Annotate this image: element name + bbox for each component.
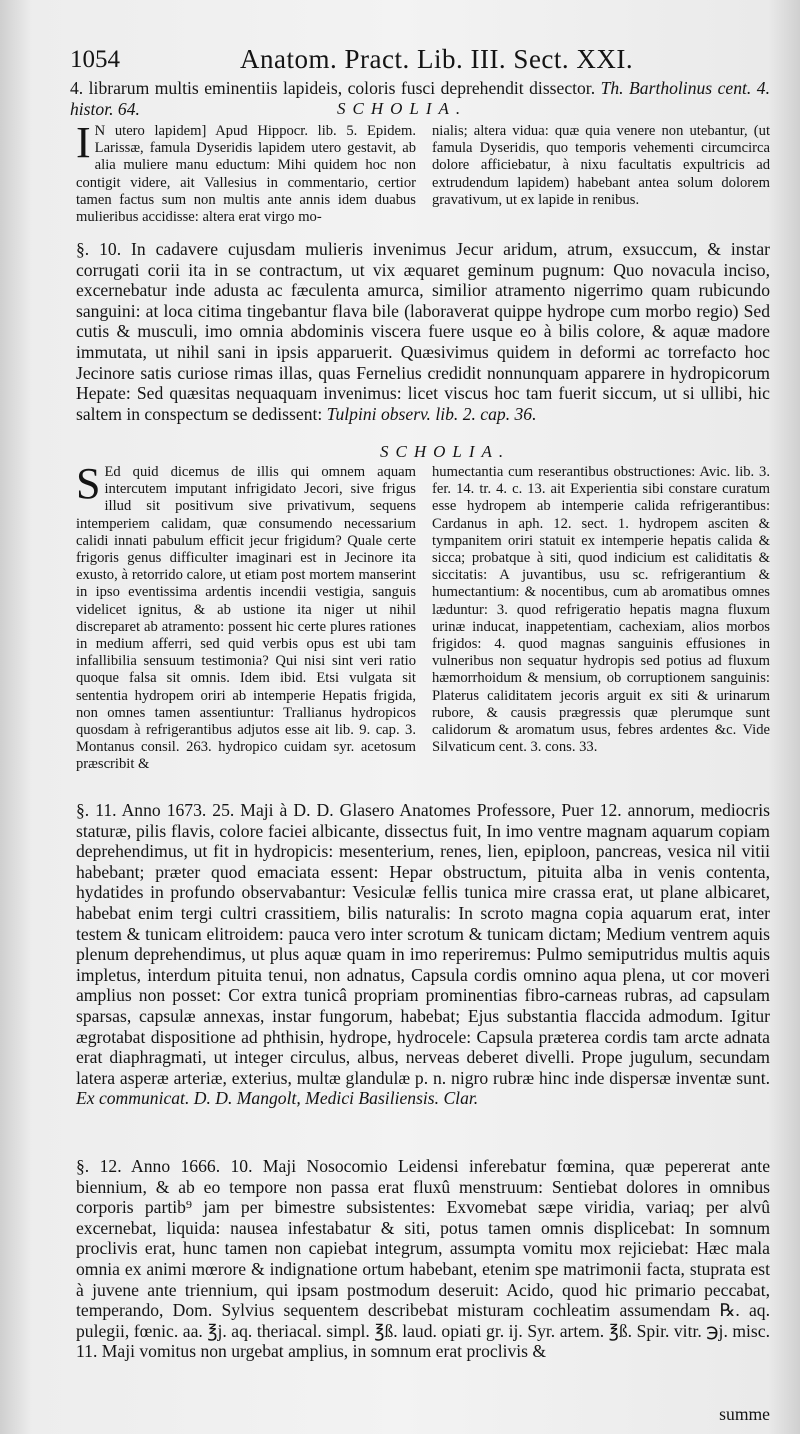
section-12-text: §. 12. Anno 1666. 10. Maji Nosocomio Leidensi inferebatur fœmina, quæ pepererat ante biennium, & ab eo tempore non passa erat fluxû menstruum: Sentiebat dolores in omnibus corporis partib⁹ jam per bimestre subsistentes: Exvomebat sæpe viridia, variaq; per alvû excernebat, liquida: nausea infestabatur & siti, potus tamen omnis displicebat: In somnum proclivis erat, hunc tamen non capiebat integrum, assumpta vomitu mox rejiciebat: Hæc mala omnia ex animi mœrore & indignatione ortum habebant, etenim spe matrimonii facta, stuprata est à juvene ante triennium, qui ipsam postmodum deseruit: Acido, quod hic primario peccabat, temperando, Dom. Sylvius sequentem describebat misturam cochleatim assumendam ℞. aq. pulegii, fœnic. aa. ℥j. aq. theriacal. simpl. ℥ß. laud. opiati gr. ij. Syr. artem. ℥ß. Spir. vitr. ℈j. misc. 11. Maji vomitus non urgebat amplius, in somnum erat proclivis & (76, 1156, 770, 1362)
scholia-1-right-text: nialis; altera vidua: quæ quia venere non utebantur, (ut famula Dyseridis, quo temporis vehementi circumcirca dolore afficiebatur, à nixu facultatis expultricis ad extrudendum lapidem) habebant antea solum dolorem gravativum, ut ex lapide in renibus. (432, 123, 770, 208)
drop-cap-initial: I (76, 118, 91, 167)
scholia-heading-1: SCHOLIA. (337, 99, 468, 118)
page-number: 1054 (70, 46, 120, 73)
intro-text: 4. librarum multis eminentiis lapideis, coloris fusci deprehendit dissector. (70, 78, 596, 98)
catchword: summe (719, 1404, 770, 1424)
intro-source: Th. Bartholinus cent. 4. histor. 64. (70, 78, 770, 119)
section-10-paragraph (76, 239, 770, 424)
scholia-2-right-column (432, 464, 770, 756)
section-12-paragraph (76, 1156, 770, 1362)
section-11-paragraph (76, 800, 770, 1109)
section-11-text: §. 11. Anno 1673. 25. Maji à D. D. Glasero Anatomes Professore, Puer 12. annorum, mediocris staturæ, pilis flavis, colore faciei albicante, dissectus fuit, In imo ventre magnam aquarum copiam deprehendimus, ut fit in hydropicis: mesenterium, renes, lien, epiploon, pancreas, vesica nil vitii habebant; præter quod emaciata essent: Hepar obstructum, pituita alba in venis contenta, hydatides in profundo observabantur: Vesiculæ fellis tunica mire crassa erat, ut plane albicaret, habebat enim tergi cultri crassitiem, bilis naturalis: In scroto magna copia aquarum erat, inter testem & tunicam elitroidem: pauca vero inter scrotum & tunicam dictam; Medium ventrem aquis plenum deprehendimus, ut plus aquæ quam in imo reperiremus: Pulmo semiputridus multis aquis impletus, interdum pituita tenui, non adnatus, Capsula cordis omnino aqua plena, ut cor moveri amplius non posset: Cor extra tunicâ propriam prominentias fibro-carneas rubras, ad capsulam sparsas, capsulæ annexas, instar fungorum, habebat; Ejus substantia flaccida admodum. Igitur ægrotabat dispositione ad phthisin, hydrope, hydrocele: Capsula præterea cordis tam arcte adnata erat diaphragmati, ut integer circulus, albus, nerveas deberet divelli. Prope jugulum, secundam latera asperæ arteriæ, exterius, multæ glandulæ p. n. nigro rubræ hinc inde dispersæ inventæ sunt. (76, 800, 770, 1088)
scholia-2-right-text: humectantia cum reserantibus obstructiones: Avic. lib. 3. fer. 14. tr. 4. c. 13. ait Experientia sibi constare curatum esse hydropem ab intemperie calida refrigerantibus: Cardanus in aph. 12. sect. 1. hydropem asciten & tympanitem oriri statuit ex intemperie hepatis calida & sicca; probatque à siti, quod indicium est caliditatis & siccitatis: A juvantibus, usu sc. refrigerantium & humectantium: & nocentibus, cum ab aromatibus omnes læduntur: 3. quod refrigeratio hepatis magna fluxum urinæ inducat, inappetentiam, cachexiam, alios morbos frigidos: 4. quod magnas sanguinis effusiones in vulneribus non sequatur hydropis sed potius ad fluxum hæmorrhoidum & mensium, ob corruptionem sanguinis: Platerus caliditatem jecoris arguit ex siti & urinarum rubore, & causis prægressis quæ plerumque sunt calidorum & aromatum usus, febres ardentes &c. Vide Silvaticum cent. 3. cons. 33. (432, 464, 770, 756)
scholia-2-left-column (76, 459, 416, 774)
section-11-source: Ex communicat. D. D. Mangolt, Medici Basiliensis. Clar. (76, 1088, 479, 1109)
scholia-1-right-column (432, 123, 770, 209)
scholia-2-left-text: Ed quid dicemus de illis qui omnem aquam intercutem imputant infrigidato Jecori, sive frigus illud sit positivum sive privativum, sequens intemperiem calidam, quæ consumendo necessarium calidi innati pabulum efficit jecur frigidum? Quale certe frigoris genus difficulter imaginari est in Jecinore ita exusto, à retorrido calore, ut etiam post mortem manserint in ipso eventissima ardentis incendii vestigia, sanguis videlicet ignitus, & ab ustione ita niger ut nihil discreparet ab atramento: possent hic certe plures rationes in medium afferri, sed quid verbis opus est ubi tam infallibilia sensuum testimonia? Qui nisi sint veri ratio quoque falsa sit omnis. Idem ibid. Etsi vulgata sit sententia hydropem oriri ab intemperie Hepatis frigida, non omnes tamen assentiuntur: Trallianus hydropicos quosdam à refrigerantibus adjutos esse ait lib. 9. cap. 3. Montanus consil. 263. hydropico cuidam syr. acetosum præscribit & (76, 464, 416, 773)
scholia-heading-2: SCHOLIA. (380, 442, 511, 461)
scholia-1-left-column (76, 118, 416, 226)
page-header (70, 44, 790, 76)
section-10-text: §. 10. In cadavere cujusdam mulieris invenimus Jecur aridum, atrum, exsuccum, & instar corrugati corii ita in se contractum, ut vix æquaret geminum pugnum: Quo novacula inciso, excernebatur inde adusta ac fæculenta amurca, similior atramento nigerrimo quam rubicundo sanguini: at loca citima tingebantur flava bile (laboraverat quippe hydrope cum morbo regio) Sed cutis & musculi, imo omnia abdominis viscera fuere usque eo à bilis colore, & aquæ madore immutata, ut nihil sani in ipsis apparuerit. Quæsivimus quidem in deformi ac torrefacto hoc Jecinore satis curiose rimas illas, quas Fernelius credidit nonnunquam apparere in hydropicorum Hepate: Sed quæsitas nequaquam invenimus: licet viscus hoc tam fuerit siccum, ut si ullibi, hic saltem in conspectum se dedissent: (76, 239, 770, 424)
scholia-1-left-text: N utero lapidem] Apud Hippocr. lib. 5. Epidem. Larissæ, famula Dyseridis lapidem utero gestavit, ab alia muliere manu eductum: Mihi quidem hoc non contigit videre, ait Vallesius in commentario, certior tamen factus sum non multis ante annis idem duabus mulieribus accidisse: altera erat virgo mo- (76, 123, 416, 226)
drop-cap-initial: S (76, 459, 101, 508)
section-10-source: Tulpini observ. lib. 2. cap. 36. (326, 403, 537, 424)
running-head: Anatom. Pract. Lib. III. Sect. XXI. (240, 44, 634, 74)
